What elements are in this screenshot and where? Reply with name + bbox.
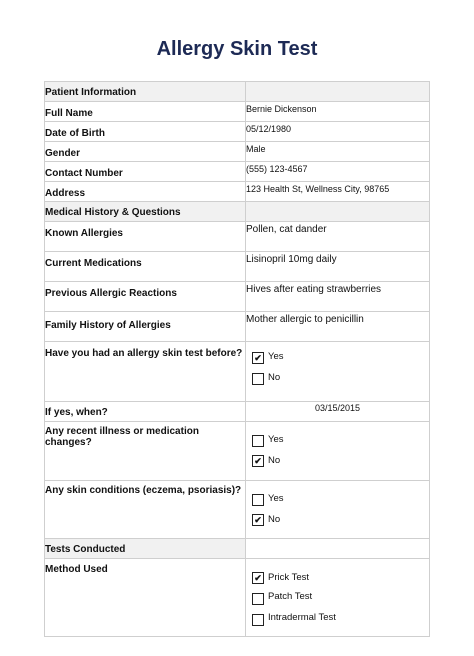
recent-illness-question: Any recent illness or medication changes? xyxy=(45,426,199,448)
current-medications-value: Lisinopril 10mg daily xyxy=(246,254,337,265)
section-row-tests-conducted xyxy=(45,539,430,559)
full-name-label: Full Name xyxy=(45,108,93,119)
patch-test-checkbox[interactable] xyxy=(252,593,264,605)
current-medications-label: Current Medications xyxy=(45,258,142,269)
section-heading-patient-information: Patient Information xyxy=(45,82,246,102)
if-yes-when-label: If yes, when? xyxy=(45,407,108,418)
address-value: 123 Health St, Wellness City, 98765 xyxy=(246,184,390,194)
skin-yes-option[interactable] xyxy=(246,492,429,513)
contact-number-value: (555) 123-4567 xyxy=(246,164,308,174)
section-heading-tests-conducted: Tests Conducted xyxy=(45,539,246,559)
row-address xyxy=(45,182,430,202)
row-if-yes-when xyxy=(45,402,430,422)
section-row-patient-information xyxy=(45,82,430,102)
intradermal-test-checkbox[interactable] xyxy=(252,614,264,626)
section-row-medical-history xyxy=(45,202,430,222)
form-title: Allergy Skin Test xyxy=(156,38,318,60)
row-known-allergies xyxy=(45,222,430,252)
illness-no-option[interactable] xyxy=(246,454,429,475)
family-history-value: Mother allergic to penicillin xyxy=(246,314,364,325)
skin-conditions-question: Any skin conditions (eczema, psoriasis)? xyxy=(45,485,242,496)
method-used-label: Method Used xyxy=(45,564,108,575)
intradermal-test-label: Intradermal Test xyxy=(268,612,336,623)
date-of-birth-value: 05/12/1980 xyxy=(246,124,292,134)
illness-yes-label: Yes xyxy=(268,434,284,445)
known-allergies-label: Known Allergies xyxy=(45,228,123,239)
family-history-label: Family History of Allergies xyxy=(45,320,171,331)
allergy-form-table xyxy=(44,81,430,637)
prick-test-label: Prick Test xyxy=(268,572,310,583)
address-label: Address xyxy=(45,188,86,199)
row-method-used xyxy=(45,559,430,637)
prior-test-yes-option[interactable] xyxy=(246,350,429,371)
known-allergies-value: Pollen, cat dander xyxy=(246,224,327,235)
row-family-history xyxy=(45,312,430,342)
row-skin-conditions xyxy=(45,481,430,539)
skin-no-label: No xyxy=(268,514,281,525)
illness-no-checkbox[interactable]: ✔ xyxy=(252,455,264,467)
skin-yes-checkbox[interactable] xyxy=(252,494,264,506)
row-current-medications xyxy=(45,252,430,282)
prior-test-no-option[interactable] xyxy=(246,371,429,392)
full-name-value: Bernie Dickenson xyxy=(246,104,317,114)
prior-test-yes-label: Yes xyxy=(268,351,284,362)
date-of-birth-label: Date of Birth xyxy=(45,128,105,139)
prick-test-checkbox[interactable]: ✔ xyxy=(252,572,264,584)
previous-reactions-value: Hives after eating strawberries xyxy=(246,284,382,295)
row-gender xyxy=(45,142,430,162)
skin-yes-label: Yes xyxy=(268,493,284,504)
row-contact-number xyxy=(45,162,430,182)
row-full-name xyxy=(45,102,430,122)
if-yes-when-value: 03/15/2015 xyxy=(314,403,361,413)
row-recent-illness xyxy=(45,422,430,481)
previous-reactions-label: Previous Allergic Reactions xyxy=(45,288,177,299)
gender-label: Gender xyxy=(45,148,81,159)
skin-no-option[interactable] xyxy=(246,513,429,534)
prior-test-no-label: No xyxy=(268,372,281,383)
intradermal-test-option[interactable] xyxy=(246,611,429,631)
prior-skin-test-question: Have you had an allergy skin test before? xyxy=(45,348,243,359)
illness-yes-checkbox[interactable] xyxy=(252,435,264,447)
prior-test-yes-checkbox[interactable]: ✔ xyxy=(252,352,264,364)
patch-test-label: Patch Test xyxy=(268,591,313,602)
row-previous-reactions xyxy=(45,282,430,312)
gender-value: Male xyxy=(246,144,266,154)
illness-yes-option[interactable] xyxy=(246,433,429,454)
row-prior-skin-test xyxy=(45,342,430,402)
contact-number-label: Contact Number xyxy=(45,168,123,179)
patch-test-option[interactable] xyxy=(246,591,429,611)
prior-test-no-checkbox[interactable] xyxy=(252,373,264,385)
section-heading-medical-history: Medical History & Questions xyxy=(45,202,246,222)
skin-no-checkbox[interactable]: ✔ xyxy=(252,514,264,526)
illness-no-label: No xyxy=(268,455,281,466)
row-date-of-birth xyxy=(45,122,430,142)
prick-test-option[interactable] xyxy=(246,571,429,591)
